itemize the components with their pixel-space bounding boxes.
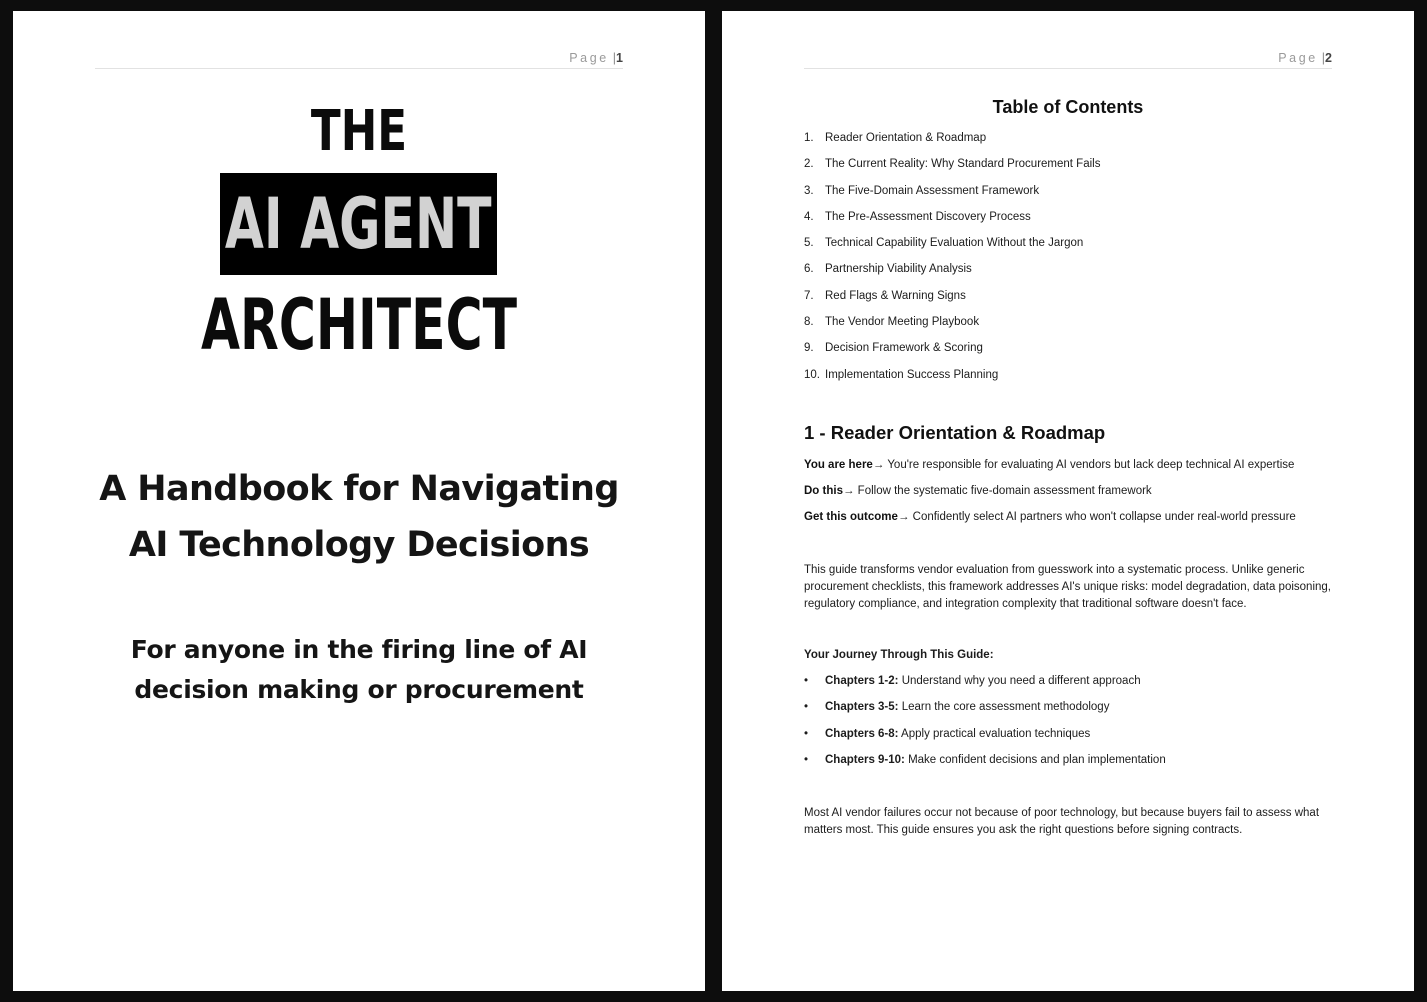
journey-item xyxy=(804,726,1166,752)
toc-item-label: Partnership Viability Analysis xyxy=(825,263,972,276)
arrow-icon: → xyxy=(842,485,855,497)
cover-title: A Handbook for Navigating AI Technology Decisions xyxy=(99,469,619,565)
toc-item-number: 4. xyxy=(804,210,814,223)
toc-item-number: 9. xyxy=(804,342,814,355)
toc-item[interactable] xyxy=(804,156,1100,182)
orientation-line xyxy=(804,509,1344,526)
journey-item-label: Chapters 1-2: xyxy=(825,675,899,687)
orientation-label: Do this xyxy=(804,485,843,497)
orientation-line xyxy=(804,483,1344,500)
journey-item xyxy=(804,752,1166,778)
journey-title: Your Journey Through This Guide: xyxy=(804,649,994,661)
journey-item-label: Chapters 6-8: xyxy=(825,727,899,740)
toc-item-number: 3. xyxy=(804,184,814,197)
toc-item[interactable] xyxy=(804,183,1100,209)
cover-subtitle: For anyone in the firing line of AI decision making or procurement xyxy=(130,635,588,704)
page-label: Page xyxy=(569,51,609,65)
toc-list xyxy=(804,130,1100,393)
toc-item[interactable] xyxy=(804,288,1100,314)
toc-item[interactable] xyxy=(804,314,1100,340)
toc-item-label: Implementation Success Planning xyxy=(825,368,999,381)
toc-item-label: Reader Orientation & Roadmap xyxy=(825,132,987,144)
toc-item-label: Decision Framework & Scoring xyxy=(825,342,983,355)
journey-list xyxy=(804,673,1166,778)
journey-item xyxy=(804,699,1166,725)
journey-item-text: Learn the core assessment methodology xyxy=(898,701,1110,714)
toc-item-label: The Five-Domain Assessment Framework xyxy=(825,184,1040,197)
orientation-label: Get this outcome xyxy=(804,511,898,523)
journey-item xyxy=(804,673,1166,699)
page-number: 1 xyxy=(616,51,623,65)
journey-item-label: Chapters 9-10: xyxy=(825,753,905,766)
toc-item[interactable] xyxy=(804,209,1100,235)
orientation-text: You're responsible for evaluating AI vendors but lack deep technical AI expertise xyxy=(884,459,1295,471)
page-2 xyxy=(722,11,1414,991)
logo-box xyxy=(220,173,497,275)
toc-item-label: The Vendor Meeting Playbook xyxy=(825,316,980,329)
journey-item-text: Make confident decisions and plan implementation xyxy=(904,753,1166,766)
orientation-line xyxy=(804,457,1344,474)
toc-item-number: 8. xyxy=(804,316,814,329)
toc-title: Table of Contents xyxy=(992,97,1144,117)
orientation-text: Follow the systematic five-domain assessment framework xyxy=(854,485,1152,497)
closing-paragraph: Most AI vendor failures occur not because of poor technology, but because buyers fail to assess what matters most. This guide ensures you ask the right questions before signing contracts. xyxy=(804,807,1320,836)
toc-item-number: 2. xyxy=(804,158,814,171)
bullet-icon: • xyxy=(804,701,809,714)
bullet-icon: • xyxy=(804,675,809,687)
bullet-icon: • xyxy=(804,753,809,766)
arrow-icon: → xyxy=(897,511,910,523)
toc-item[interactable] xyxy=(804,235,1100,261)
toc-item[interactable] xyxy=(804,130,1100,156)
orientation-text: Confidently select AI partners who won't collapse under real-world pressure xyxy=(909,511,1296,523)
journey-item-label: Chapters 3-5: xyxy=(825,701,899,714)
toc-item-number: 7. xyxy=(804,289,814,302)
toc-item-number: 1. xyxy=(804,132,814,144)
page-1 xyxy=(13,11,705,991)
toc-item-number: 5. xyxy=(804,237,814,250)
logo-architect-text: ARCHITECT xyxy=(201,284,517,366)
page-header xyxy=(804,49,1332,69)
toc-item-label: Red Flags & Warning Signs xyxy=(825,289,966,302)
toc-item-label: The Pre-Assessment Discovery Process xyxy=(825,210,1031,223)
journey-item-text: Apply practical evaluation techniques xyxy=(898,727,1091,740)
toc-item-number: 10. xyxy=(804,368,820,381)
bullet-icon: • xyxy=(804,727,809,740)
page-label: Page xyxy=(1278,51,1318,65)
arrow-icon: → xyxy=(872,459,885,471)
journey-item-text: Understand why you need a different approach xyxy=(898,675,1141,687)
toc-item-label: The Current Reality: Why Standard Procurement Fails xyxy=(825,158,1101,171)
logo-boxed-text: AI AGENT xyxy=(225,183,492,265)
toc-item-number: 6. xyxy=(804,263,814,276)
page-separator: | xyxy=(1321,51,1326,65)
toc-item[interactable] xyxy=(804,340,1100,366)
section-heading: 1 - Reader Orientation & Roadmap xyxy=(804,422,1106,443)
orientation-label: You are here xyxy=(804,459,873,471)
toc-item[interactable] xyxy=(804,367,1100,393)
page-separator: | xyxy=(612,51,617,65)
page-header xyxy=(95,49,623,69)
intro-paragraph: This guide transforms vendor evaluation from guesswork into a systematic process. Unlike generic procurement checklists, this framework addresses AI's unique risks: model degradation, data poisoning, regulatory compliance, and integration complexity that traditional software doesn't face. xyxy=(804,564,1331,610)
page-number: 2 xyxy=(1325,51,1332,65)
toc-item-label: Technical Capability Evaluation Without the Jargon xyxy=(825,237,1084,250)
logo-the-text: THE xyxy=(310,99,408,164)
toc-item[interactable] xyxy=(804,261,1100,287)
